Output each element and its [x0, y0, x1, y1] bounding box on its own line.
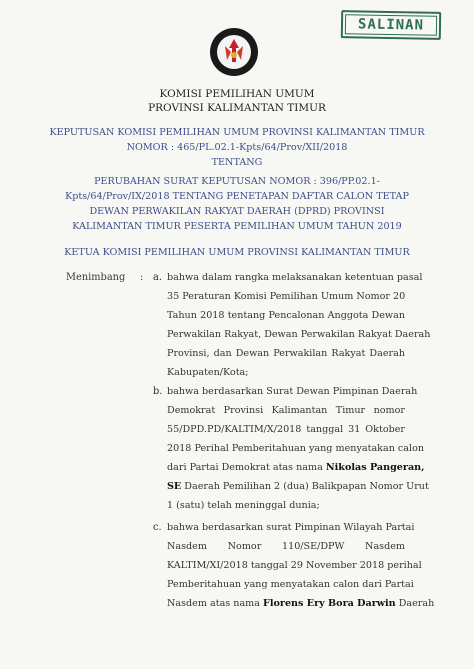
item-line-text: Nasdem atas nama [167, 598, 264, 609]
decision-about: TENTANG [211, 157, 263, 168]
institution-line1: KOMISI PEMILIHAN UMUM [159, 88, 315, 100]
candidate-name: Florens Ery Bora Darwin [263, 598, 396, 609]
item-line: bahwa dalam rangka melaksanakan ketentuan pasal [167, 272, 423, 283]
kpu-logo [209, 24, 259, 80]
item-line-text: Daerah Pemilihan 2 (dua) Balikpapan Nomor Urut [181, 481, 429, 492]
considering-colon: : [140, 272, 144, 283]
item-line: 35 Peraturan Komisi Pemilihan Umum Nomor 20 [167, 291, 406, 302]
subject-line: KALIMANTAN TIMUR PESERTA PEMILIHAN UMUM TAHUN 2019 [72, 221, 402, 232]
item-line: Demokrat Provinsi Kalimantan Timur nomor [167, 405, 405, 416]
item-letter: a. [153, 272, 162, 283]
item-line: 2018 Perihal Pemberitahuan yang menyatakan calon [167, 443, 425, 454]
candidate-name: Nikolas Pangeran, [325, 462, 425, 473]
item-line: 55/DPD.PD/KALTIM/X/2018 tanggal 31 Oktober [167, 424, 405, 435]
item-letter: c. [153, 522, 162, 533]
decision-number: NOMOR : 465/PL.02.1-Kpts/64/Prov/XII/2018 [126, 142, 348, 153]
candidate-name-suffix: SE [167, 481, 182, 492]
item-line: Tahun 2018 tentang Pencalonan Anggota Dewan [167, 310, 405, 321]
item-line [167, 462, 425, 473]
item-line: Nasdem Nomor 110/SE/DPW Nasdem [167, 541, 405, 552]
item-line: Provinsi, dan Dewan Perwakilan Rakyat Daerah [167, 348, 405, 359]
institution-line2: PROVINSI KALIMANTAN TIMUR [148, 102, 326, 114]
item-line: Kabupaten/Kota; [167, 367, 249, 378]
item-line: bahwa berdasarkan surat Pimpinan Wilayah Partai [167, 522, 415, 533]
salinan-stamp: SALINAN [341, 10, 441, 40]
item-line-text: dari Partai Demokrat atas nama [167, 462, 326, 473]
item-line: KALTIM/XI/2018 tanggal 29 November 2018 perihal [167, 560, 422, 571]
item-letter: b. [153, 386, 163, 397]
item-line [167, 598, 435, 609]
subject-line: PERUBAHAN SURAT KEPUTUSAN NOMOR : 396/PP.02.1- [94, 176, 380, 187]
item-line: Perwakilan Rakyat, Dewan Perwakilan Rakyat Daerah [167, 329, 431, 340]
item-line [167, 481, 429, 492]
subject-line: DEWAN PERWAKILAN RAKYAT DAERAH (DPRD) PROVINSI [89, 206, 385, 217]
decision-chair: KETUA KOMISI PEMILIHAN UMUM PROVINSI KALIMANTAN TIMUR [64, 247, 410, 258]
considering-label: Menimbang [66, 272, 126, 283]
item-line: Pemberitahuan yang menyatakan calon dari Partai [167, 579, 414, 590]
item-line: 1 (satu) telah meninggal dunia; [167, 500, 320, 511]
decision-title: KEPUTUSAN KOMISI PEMILIHAN UMUM PROVINSI KALIMANTAN TIMUR [49, 127, 425, 138]
item-line-text: Daerah [395, 598, 435, 609]
item-line: bahwa berdasarkan Surat Dewan Pimpinan Daerah [167, 386, 418, 397]
subject-line: Kpts/64/Prov/IX/2018 TENTANG PENETAPAN DAFTAR CALON TETAP [65, 191, 409, 202]
